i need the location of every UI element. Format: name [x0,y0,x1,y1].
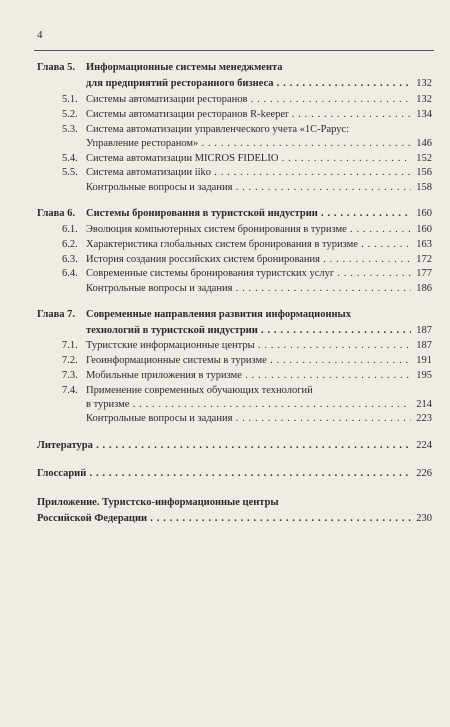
section-number: 6.2. [62,239,78,250]
section-title: Системы автоматизации ресторанов . . . [86,94,411,106]
section-title: Система автоматизации управленческого учета «1С-Рарус: [86,124,350,135]
chapter-label: Глава 5. [37,62,76,73]
section-number: 7.3. [62,370,78,381]
section-title: История создания российских систем бронирования . . . [86,254,411,266]
section-number: 7.4. [62,385,78,396]
page-ref: 195 [416,370,432,381]
chapter-title: Информационные системы менеджмента [86,62,283,73]
section-title: Характеристика глобальных систем бронирования в туризме . . . [86,239,411,251]
section-title: Контрольные вопросы и задания . . . [86,182,411,194]
section-number: 6.4. [62,268,78,279]
section-title: Применение современных обучающих технологий [86,385,313,396]
section-title: Туристские информационные центры . . . [86,340,411,352]
page-number: 4 [37,29,43,41]
header-rule [34,50,434,51]
page-ref: 134 [416,109,432,120]
chapter-title: Системы бронирования в туристской индустрии . . . [86,208,411,220]
page-ref: 187 [416,340,432,351]
appendix-title: Приложение. Туристско-информационные центры [37,497,279,508]
page-ref: 230 [416,513,432,524]
page-ref: 132 [416,78,432,89]
page-ref: 186 [416,283,432,294]
chapter-label: Глава 6. [37,208,76,219]
section-title: Система автоматизации iiko . . . [86,167,411,179]
page-ref: 156 [416,167,432,178]
page-ref: 191 [416,355,432,366]
page-ref: 132 [416,94,432,105]
chapter-title: технологий в туристской индустрии . . . [86,325,411,337]
page-ref: 163 [416,239,432,250]
page-ref: 160 [416,208,432,219]
section-title: Контрольные вопросы и задания . . . [86,283,411,295]
section-title: Эволюция компьютерных систем бронирования в туризме . . . [86,224,411,236]
page-ref: 172 [416,254,432,265]
section-title: Системы автоматизации ресторанов R-keeper . . . [86,109,411,121]
page-ref: 224 [416,440,432,451]
page-ref: 160 [416,224,432,235]
page-ref: 177 [416,268,432,279]
section-title: Управление рестораном» . . . [86,138,411,150]
chapter-title: для предприятий ресторанного бизнеса . . . [86,78,411,90]
appendix-title: Российской Федерации . . . [37,513,411,525]
section-number: 5.5. [62,167,78,178]
literature-title: Литература . . . [37,440,411,452]
page-ref: 146 [416,138,432,149]
section-title: Контрольные вопросы и задания . . . [86,413,411,425]
page-ref: 187 [416,325,432,336]
section-title: Мобильные приложения в туризме . . . [86,370,411,382]
section-number: 6.1. [62,224,78,235]
section-title: в туризме . . . [86,399,411,411]
page-ref: 226 [416,468,432,479]
section-number: 7.1. [62,340,78,351]
chapter-title: Современные направления развития информационных [86,309,351,320]
page-ref: 214 [416,399,432,410]
section-title: Современные системы бронирования туристских услуг . . . [86,268,411,280]
section-number: 5.2. [62,109,78,120]
section-title: Геоинформационные системы в туризме . . . [86,355,411,367]
section-number: 7.2. [62,355,78,366]
section-number: 5.4. [62,153,78,164]
section-number: 5.1. [62,94,78,105]
page-ref: 158 [416,182,432,193]
chapter-label: Глава 7. [37,309,76,320]
glossary-title: Глоссарий . . . [37,468,411,480]
page-ref: 223 [416,413,432,424]
page-ref: 152 [416,153,432,164]
section-title: Система автоматизации MICROS FIDELIO . . . [86,153,411,165]
section-number: 5.3. [62,124,78,135]
section-number: 6.3. [62,254,78,265]
